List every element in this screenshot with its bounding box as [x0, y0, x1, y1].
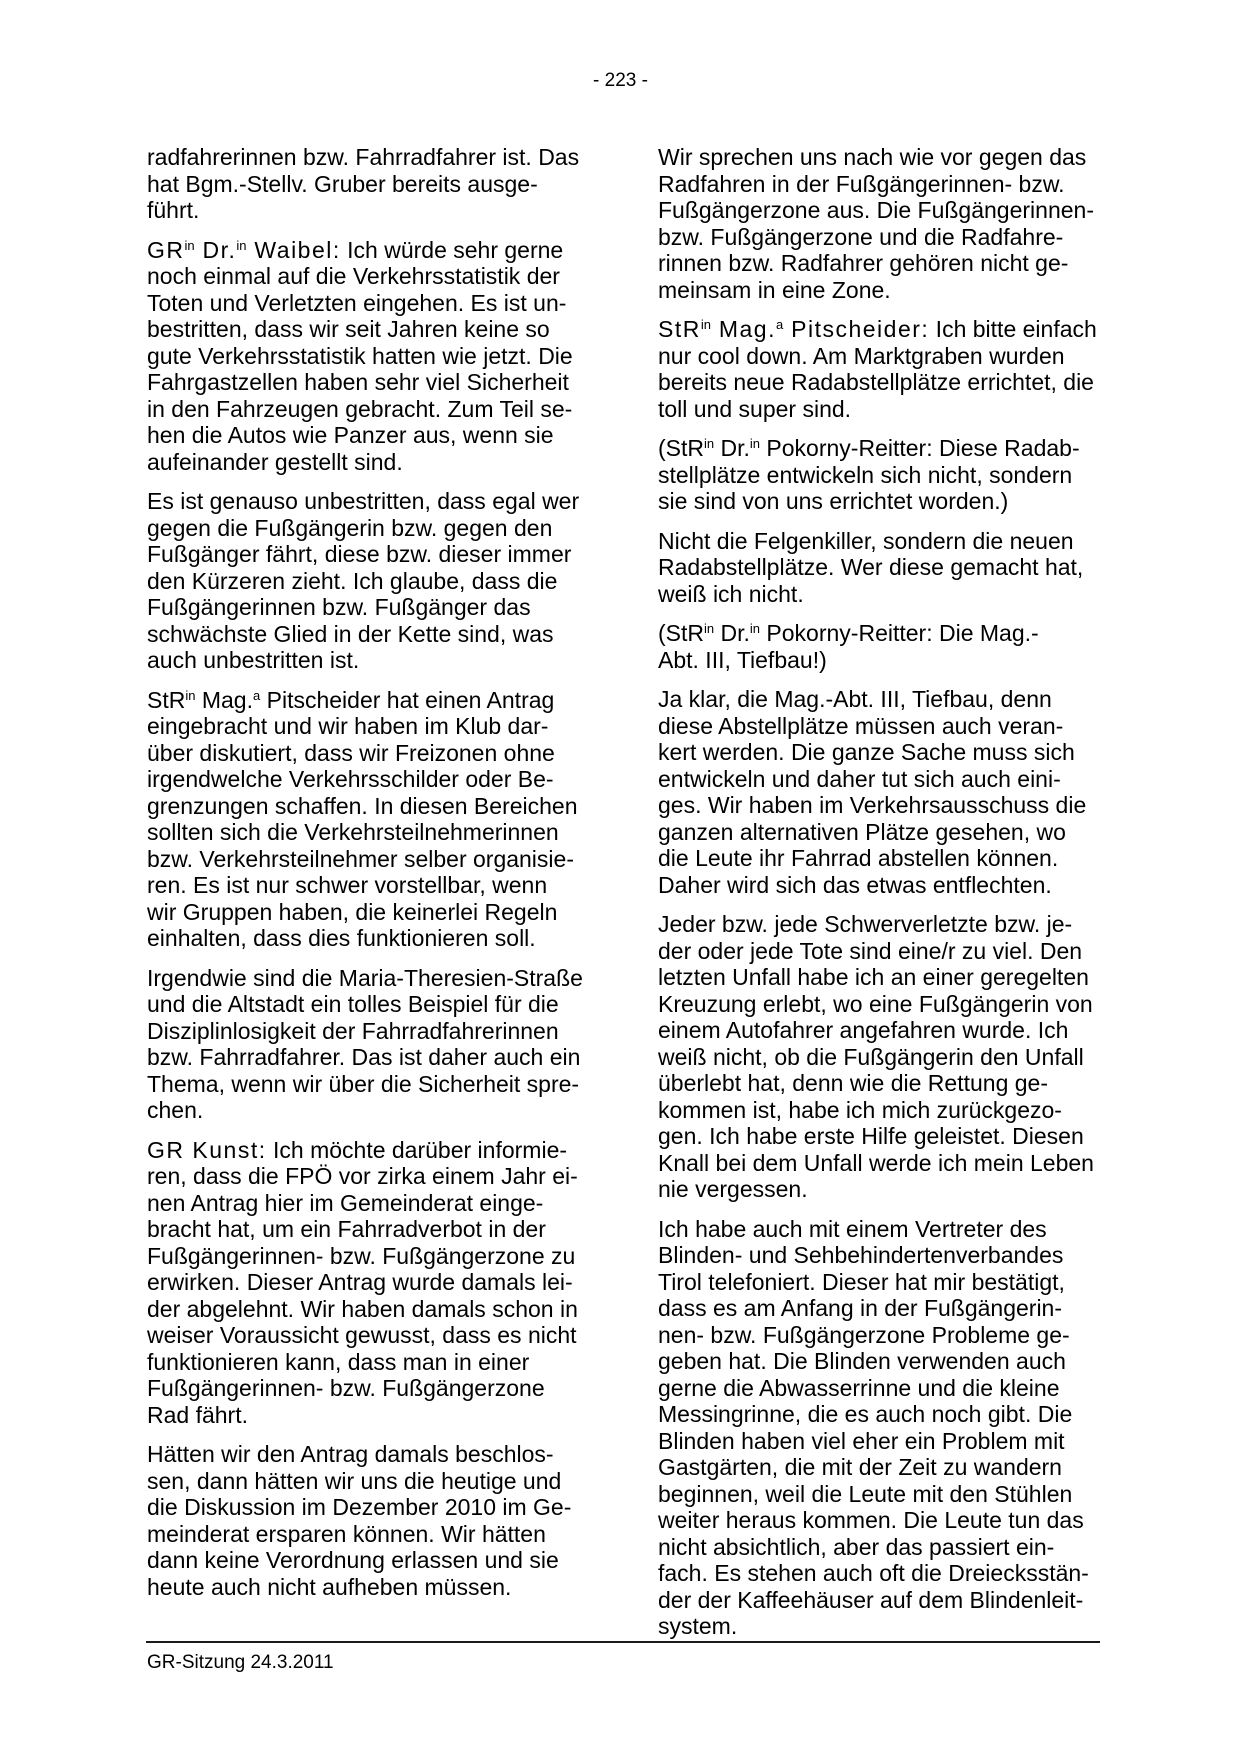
paragraph	[658, 686, 1116, 898]
text-line	[658, 766, 1116, 793]
text-line	[147, 1190, 605, 1217]
text-segment: Fußgänger fährt, diese bzw. dieser immer	[147, 541, 572, 567]
text-segment: bereits neue Radabstellplätze errichtet, die	[658, 369, 1094, 395]
text-segment: fach. Es stehen auch oft die Dreiecksstän-	[658, 1560, 1089, 1586]
text-line	[658, 1534, 1116, 1561]
text-line	[147, 1375, 605, 1402]
text-line	[147, 1468, 605, 1495]
paragraph	[658, 620, 1116, 673]
text-segment: bzw. Verkehrsteilnehmer selber organisie-	[147, 845, 574, 872]
text-segment: der oder jede Tote sind eine/r zu viel. Den	[658, 937, 1083, 964]
text-segment: Nicht die Felgenkiller, sondern die neuen	[658, 527, 1074, 554]
text-segment: Radfahren in der Fußgängerinnen- bzw.	[658, 170, 1065, 197]
text-segment: Jeder bzw. jede Schwerverletzte bzw. je-	[658, 911, 1073, 937]
paragraph	[658, 1216, 1116, 1640]
text-line	[658, 1348, 1116, 1375]
text-line	[147, 144, 605, 171]
text-line	[147, 594, 605, 621]
text-segment: stellplätze entwickeln sich nicht, sondern	[658, 461, 1073, 488]
text-line	[658, 1150, 1116, 1177]
text-line	[658, 1322, 1116, 1349]
paragraph	[147, 1137, 605, 1429]
text-line	[147, 316, 605, 343]
text-segment: funktionieren kann, dass man in einer	[147, 1348, 530, 1375]
text-line	[658, 369, 1116, 396]
text-line	[658, 197, 1116, 224]
text-line	[147, 1547, 605, 1574]
text-segment: nen- bzw. Fußgängerzone Probleme ge-	[658, 1321, 1070, 1348]
text-line	[147, 1044, 605, 1071]
text-segment: (StR	[658, 435, 704, 461]
paragraph	[147, 144, 605, 224]
text-segment: grenzungen schaffen. In diesen Bereichen	[147, 792, 578, 819]
text-segment: erwirken. Dieser Antrag wurde damals lei-	[147, 1269, 573, 1295]
text-segment: ren, dass die FPÖ vor zirka einem Jahr ei-	[147, 1163, 578, 1189]
text-line	[147, 1018, 605, 1045]
text-line	[147, 1097, 605, 1124]
text-segment: ganzen alternativen Plätze gesehen, wo	[658, 818, 1066, 845]
text-segment: sollten sich die Verkehrsteilnehmerinnen	[147, 819, 559, 845]
text-segment: hat Bgm.-Stellv. Gruber bereits ausge-	[147, 170, 538, 197]
text-segment: Dr.	[714, 435, 750, 461]
text-segment: diese Abstellplätze müssen auch veran-	[658, 712, 1064, 739]
text-line	[147, 1071, 605, 1098]
text-line	[658, 488, 1116, 515]
text-segment: letzten Unfall habe ich an einer geregelten	[658, 964, 1089, 990]
superscript: in	[236, 237, 247, 253]
text-line	[658, 964, 1116, 991]
text-line	[658, 1507, 1116, 1534]
text-line	[658, 462, 1116, 489]
text-segment: noch einmal auf die Verkehrsstatistik der	[147, 263, 560, 289]
text-segment: Pitscheider hat einen Antrag	[260, 686, 555, 713]
text-segment: bestritten, dass wir seit Jahren keine so	[147, 316, 550, 342]
paragraph	[658, 144, 1116, 303]
text-segment: StR	[147, 686, 186, 713]
text-segment: GR	[147, 236, 185, 263]
text-line	[658, 554, 1116, 581]
text-segment: weiß nicht, ob die Fußgängerin den Unfall	[658, 1043, 1084, 1070]
text-segment: Ja klar, die Mag.-Abt. III, Tiefbau, denn	[658, 686, 1052, 712]
text-line	[658, 581, 1116, 608]
text-segment: Messingrinne, die es auch noch gibt. Die	[658, 1401, 1073, 1427]
text-segment: gerne die Abwasserrinne und die kleine	[658, 1374, 1060, 1401]
paragraph	[147, 965, 605, 1124]
text-segment: der der Kaffeehäuser auf dem Blindenleit-	[658, 1586, 1084, 1613]
text-segment: Hätten wir den Antrag damals beschlos-	[147, 1441, 554, 1467]
text-segment: Ich möchte darüber informie-	[266, 1136, 568, 1163]
text-line	[147, 171, 605, 198]
text-segment: Pitscheider:	[783, 316, 930, 342]
text-segment: Blinden- und Sehbehindertenverbandes	[658, 1242, 1064, 1268]
text-line	[658, 991, 1116, 1018]
text-line	[147, 713, 605, 740]
text-segment: einem Autofahrer angefahren wurde. Ich	[658, 1017, 1069, 1043]
text-segment: Pokorny-Reitter: Diese Radab-	[760, 435, 1080, 461]
text-line	[658, 792, 1116, 819]
text-segment: wir Gruppen haben, die keinerlei Regeln	[147, 898, 558, 925]
text-segment: Tirol telefoniert. Dieser hat mir bestätigt,	[658, 1268, 1065, 1295]
text-line	[147, 793, 605, 820]
text-segment: aufeinander gestellt sind.	[147, 448, 403, 475]
footer-divider	[146, 1641, 1100, 1643]
text-line	[658, 938, 1116, 965]
superscript: in	[185, 687, 196, 703]
text-segment: meinsam in eine Zone.	[658, 276, 891, 303]
text-line	[658, 1481, 1116, 1508]
text-line	[658, 819, 1116, 846]
text-line	[147, 1216, 605, 1243]
text-segment: Disziplinlosigkeit der Fahrradfahrerinnen	[147, 1017, 559, 1044]
text-line	[147, 343, 605, 370]
text-line	[147, 422, 605, 449]
text-segment: in den Fahrzeugen gebracht. Zum Teil se-	[147, 395, 573, 422]
text-segment: Pokorny-Reitter: Die Mag.-	[760, 620, 1039, 646]
text-segment: Dr.	[714, 620, 750, 646]
text-line	[147, 1402, 605, 1429]
superscript: in	[749, 621, 761, 636]
text-segment: sie sind von uns errichtet worden.)	[658, 488, 1009, 514]
text-line	[658, 1044, 1116, 1071]
text-line	[658, 1216, 1116, 1243]
paragraph	[658, 435, 1116, 515]
text-segment: sen, dann hätten wir uns die heutige und	[147, 1467, 562, 1494]
paragraph	[147, 237, 605, 476]
paragraph	[147, 488, 605, 674]
text-segment: gen. Ich habe erste Hilfe geleistet. Diesen	[658, 1123, 1084, 1149]
text-line	[147, 1269, 605, 1296]
text-line	[147, 740, 605, 767]
text-line	[658, 144, 1116, 171]
text-segment: Rad fährt.	[147, 1401, 248, 1428]
text-segment: Mag.	[195, 686, 253, 713]
text-segment: radfahrerinnen bzw. Fahrradfahrer ist. Das	[147, 144, 580, 170]
text-segment: einhalten, dass dies funktionieren soll.	[147, 925, 536, 951]
text-segment: Daher wird sich das etwas entflechten.	[658, 871, 1052, 898]
text-segment: chen.	[147, 1097, 204, 1123]
text-segment: entwickeln und daher tut sich auch eini-	[658, 765, 1061, 792]
text-segment: Toten und Verletzten eingehen. Es ist un-	[147, 289, 567, 316]
text-segment: bzw. Fahrradfahrer. Das ist daher auch ein	[147, 1044, 581, 1070]
text-line	[147, 396, 605, 423]
text-line	[147, 488, 605, 515]
text-line	[658, 1017, 1116, 1044]
text-line	[147, 965, 605, 992]
text-segment: Irgendwie sind die Maria-Theresien-Straße	[147, 964, 583, 991]
text-line	[147, 1441, 605, 1468]
text-segment: meinderat ersparen können. Wir hätten	[147, 1520, 546, 1547]
text-line	[147, 925, 605, 952]
text-line	[658, 250, 1116, 277]
text-segment: bracht hat, um ein Fahrradverbot in der	[147, 1216, 546, 1242]
text-segment: Dr.	[194, 236, 237, 263]
paragraph	[147, 1441, 605, 1600]
text-line	[658, 1587, 1116, 1614]
text-line	[658, 1242, 1116, 1269]
text-segment: Radabstellplätze. Wer diese gemacht hat,	[658, 554, 1084, 580]
text-line	[147, 1137, 605, 1164]
text-line	[147, 1574, 605, 1601]
text-line	[147, 541, 605, 568]
text-segment: beginnen, weil die Leute mit den Stühlen	[658, 1480, 1073, 1507]
footer-session-label: GR-Sitzung 24.3.2011	[147, 1652, 334, 1673]
text-line	[147, 846, 605, 873]
right-text-column	[658, 144, 1116, 1653]
text-segment: Abt. III, Tiefbau!)	[658, 646, 827, 673]
text-line	[658, 396, 1116, 423]
text-segment: gegen die Fußgängerin bzw. gegen den	[147, 514, 553, 541]
text-segment: über diskutiert, dass wir Freizonen ohne	[147, 739, 555, 766]
text-line	[658, 686, 1116, 713]
superscript: in	[704, 621, 715, 636]
text-segment: Gastgärten, die mit der Zeit zu wandern	[658, 1454, 1062, 1480]
text-line	[658, 277, 1116, 304]
text-line	[147, 687, 605, 714]
text-segment: dass es am Anfang in der Fußgängerin-	[658, 1295, 1063, 1321]
text-line	[147, 872, 605, 899]
text-line	[147, 647, 605, 674]
text-line	[147, 568, 605, 595]
text-line	[147, 766, 605, 793]
text-segment: (StR	[658, 620, 704, 646]
text-segment: Mag.	[710, 316, 776, 342]
text-segment: weiter heraus kommen. Die Leute tun das	[658, 1507, 1084, 1533]
text-line	[658, 1560, 1116, 1587]
text-segment: führt.	[147, 197, 200, 223]
text-segment: Es ist genauso unbestritten, dass egal wer	[147, 488, 580, 514]
text-line	[658, 1295, 1116, 1322]
text-line	[658, 713, 1116, 740]
text-segment: die Leute ihr Fahrrad abstellen können.	[658, 845, 1059, 871]
superscript: in	[704, 436, 715, 451]
text-line	[658, 911, 1116, 938]
paragraph	[658, 528, 1116, 608]
text-line	[658, 435, 1116, 462]
text-segment: heute auch nicht aufheben müssen.	[147, 1573, 512, 1600]
text-line	[658, 1070, 1116, 1097]
text-line	[658, 171, 1116, 198]
text-line	[658, 1269, 1116, 1296]
text-segment: überlebt hat, denn wie die Rettung ge-	[658, 1070, 1048, 1096]
text-line	[147, 1322, 605, 1349]
text-line	[658, 647, 1116, 674]
text-line	[147, 1521, 605, 1548]
text-segment: Fußgängerinnen- bzw. Fußgängerzone	[147, 1375, 545, 1401]
text-segment: weiser Voraussicht gewusst, dass es nicht	[147, 1322, 577, 1348]
text-segment: Fahrgastzellen haben sehr viel Sicherheit	[147, 369, 569, 395]
text-segment: schwächste Glied in der Kette sind, was	[147, 620, 554, 647]
text-line	[147, 1243, 605, 1270]
text-line	[147, 1296, 605, 1323]
superscript: in	[700, 317, 711, 332]
text-line	[658, 1176, 1116, 1203]
paragraph	[658, 316, 1116, 422]
text-segment: Fußgängerinnen bzw. Fußgänger das	[147, 594, 531, 620]
text-line	[658, 872, 1116, 899]
text-line	[658, 343, 1116, 370]
text-segment: Ich habe auch mit einem Vertreter des	[658, 1215, 1047, 1242]
text-line	[658, 1613, 1116, 1640]
text-segment: Wir sprechen uns nach wie vor gegen das	[658, 144, 1087, 170]
text-line	[147, 991, 605, 1018]
text-line	[147, 369, 605, 396]
text-line	[658, 528, 1116, 555]
text-segment: der abgelehnt. Wir haben damals schon in	[147, 1295, 578, 1322]
text-line	[658, 1123, 1116, 1150]
text-segment: geben hat. Die Blinden verwenden auch	[658, 1348, 1066, 1374]
text-line	[147, 263, 605, 290]
text-segment: StR	[658, 316, 701, 342]
text-segment: den Kürzeren zieht. Ich glaube, dass die	[147, 567, 558, 594]
superscript: a	[776, 317, 784, 332]
text-segment: Waibel:	[246, 236, 341, 263]
page-number: - 223 -	[593, 70, 648, 91]
text-segment: gute Verkehrsstatistik hatten wie jetzt. Die	[147, 342, 573, 369]
text-line	[658, 1375, 1116, 1402]
superscript: a	[253, 687, 261, 703]
text-segment: Knall bei dem Unfall werde ich mein Leben	[658, 1149, 1094, 1176]
text-line	[658, 845, 1116, 872]
text-line	[147, 899, 605, 926]
text-line	[658, 739, 1116, 766]
text-line	[147, 449, 605, 476]
paragraph	[658, 911, 1116, 1203]
text-segment: nen Antrag hier im Gemeinderat einge-	[147, 1189, 544, 1216]
paragraph	[147, 687, 605, 952]
text-segment: nie vergessen.	[658, 1176, 808, 1202]
text-segment: dann keine Verordnung erlassen und sie	[147, 1547, 559, 1573]
text-segment: toll und super sind.	[658, 395, 852, 422]
text-segment: nicht absichtlich, aber das passiert ein-	[658, 1533, 1055, 1560]
text-segment: eingebracht und wir haben im Klub dar-	[147, 713, 549, 739]
text-segment: hen die Autos wie Panzer aus, wenn sie	[147, 422, 554, 448]
text-segment: und die Altstadt ein tolles Beispiel für die	[147, 991, 559, 1017]
text-line	[147, 197, 605, 224]
text-segment: irgendwelche Verkehrsschilder oder Be-	[147, 766, 554, 792]
text-segment: Thema, wenn wir über die Sicherheit spre-	[147, 1070, 580, 1097]
superscript: in	[184, 237, 195, 253]
text-segment: weiß ich nicht.	[658, 580, 804, 607]
text-line	[658, 1428, 1116, 1455]
text-segment: bzw. Fußgängerzone und die Radfahre-	[658, 223, 1064, 250]
text-segment: GR Kunst:	[147, 1136, 267, 1163]
text-segment: Fußgängerzone aus. Die Fußgängerinnen-	[658, 197, 1094, 223]
text-segment: Ich bitte einfach	[929, 316, 1097, 342]
text-segment: system.	[658, 1613, 738, 1639]
text-line	[147, 1349, 605, 1376]
text-segment: Blinden haben viel eher ein Problem mit	[658, 1427, 1065, 1454]
text-line	[147, 621, 605, 648]
text-line	[658, 316, 1116, 343]
text-line	[658, 1454, 1116, 1481]
text-segment: die Diskussion im Dezember 2010 im Ge-	[147, 1494, 572, 1520]
text-segment: ges. Wir haben im Verkehrsausschuss die	[658, 792, 1087, 818]
text-segment: rinnen bzw. Radfahrer gehören nicht ge-	[658, 250, 1069, 276]
text-line	[658, 1401, 1116, 1428]
text-line	[147, 237, 605, 264]
text-segment: kommen ist, habe ich mich zurückgezo-	[658, 1096, 1062, 1123]
left-text-column	[147, 144, 605, 1613]
text-line	[147, 1494, 605, 1521]
text-line	[658, 1097, 1116, 1124]
text-segment: nur cool down. Am Marktgraben wurden	[658, 342, 1065, 369]
superscript: in	[749, 436, 761, 451]
text-line	[147, 1163, 605, 1190]
text-line	[147, 290, 605, 317]
text-segment: kert werden. Die ganze Sache muss sich	[658, 739, 1075, 765]
text-segment: ren. Es ist nur schwer vorstellbar, wenn	[147, 872, 548, 898]
text-line	[658, 224, 1116, 251]
text-segment: Kreuzung erlebt, wo eine Fußgängerin von	[658, 990, 1093, 1017]
text-line	[147, 515, 605, 542]
text-segment: Ich würde sehr gerne	[340, 236, 564, 263]
text-segment: Fußgängerinnen- bzw. Fußgängerzone zu	[147, 1242, 576, 1269]
text-line	[658, 620, 1116, 647]
text-segment: auch unbestritten ist.	[147, 647, 360, 673]
text-line	[147, 819, 605, 846]
